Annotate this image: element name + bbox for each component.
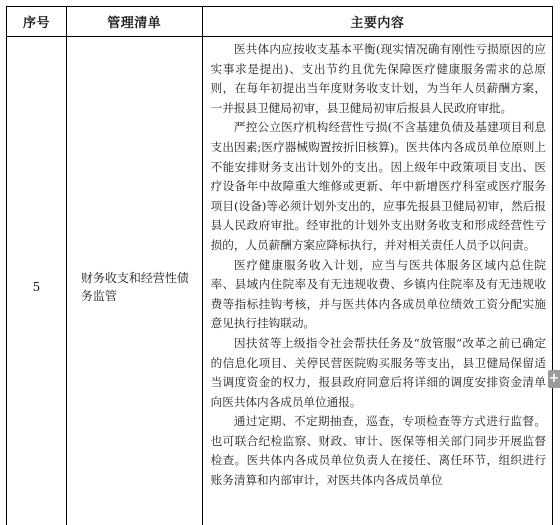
- row-management-item: [67, 37, 203, 525]
- content-paragraph-5: 通过定期、不定期抽查，巡查，专项检查等方式进行监督。也可联合纪检监察、财政、审计、医保等相关部门同步开展监督检查。医共体内各成员单位负责人在接任、离任环节，组织进行账务清算和内部审计，对医共体内各成员单位: [210, 414, 547, 488]
- expand-tab-icon[interactable]: +: [548, 371, 560, 386]
- management-table: [6, 6, 553, 525]
- header-serial-number: 序号: [7, 7, 67, 36]
- content-paragraph-3: 医疗健康服务收入计划，应当与医共体服务区域内总住院率、县域内住院率及有无违规收费、乡镇内住院率及有无违规收费等指标挂钩考核，并与医共体内各成员单位绩效工资分配实施意见执行挂钩联动。: [210, 257, 547, 331]
- header-management-list: 管理清单: [67, 7, 203, 36]
- header-main-content: 主要内容: [203, 7, 553, 36]
- row-management-item-text: 财务收支和经营性债务监管: [80, 271, 189, 303]
- content-paragraph-2: 严控公立医疗机构经营性亏损(不含基建负债及基建项目利息支出因素;医疗器械购置按折旧核算)。医共体内各成员单位原则上不能安排财务支出计划外的支出。因上级年中政策项目支出、医疗设备年中故障重大维修或更新、年中新增医疗科室或医疗服务项目(设备)等必须计划外支出的，应事先报县卫健局初审，然后报县人民政府审批。经审批的计划外支出财务收支和形成经营性亏损的，人员薪酬方案应降标执行，并对相关责任人员予以问责。: [210, 120, 547, 252]
- content-paragraph-4: 因扶贫等上级指令社会帮扶任务及“放管服”改革之前已确定的信息化项目、关停民营医院购买服务等支出，县卫健局保留适当调度资金的权力，报县政府同意后将详细的调度安排资金清单向医共体内各成员单位通报。: [210, 335, 547, 409]
- table-header-row: [7, 7, 553, 37]
- row-serial-number: 5: [7, 37, 67, 525]
- table-row: [7, 37, 553, 525]
- row-main-content: [203, 37, 553, 525]
- content-paragraph-1: 医共体内应按收支基本平衡(现实情况确有刚性亏损原因的应实事求是提出)、支出节约且优先保障医疗健康服务需求的总原则，在每年初提出当年度财务收支计划，为当年人员薪酬方案，一并报县卫健局初审，县卫健局初审后报县人民政府审批。: [210, 42, 547, 115]
